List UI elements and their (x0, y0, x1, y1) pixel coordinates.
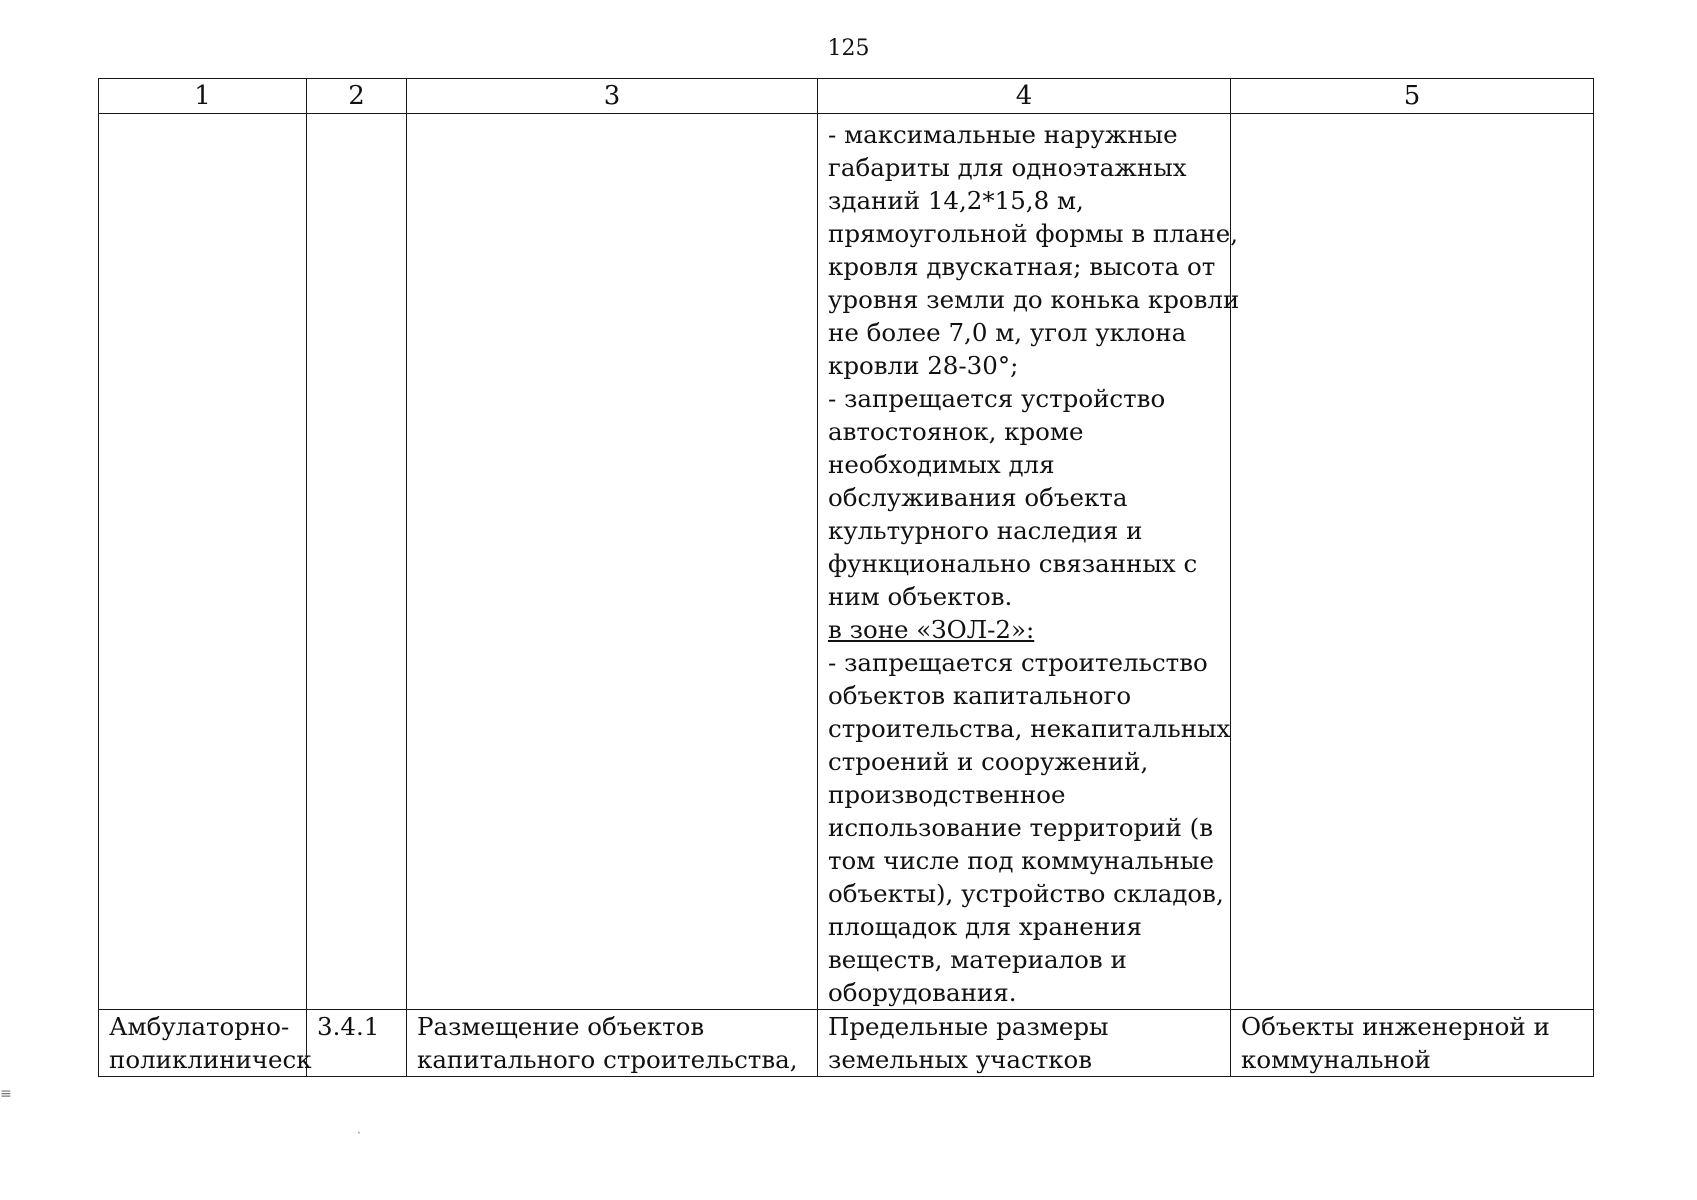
header-cell-3: 3 (407, 79, 818, 114)
header-cell-2: 2 (307, 79, 407, 114)
text-line: - запрещается строительство (828, 648, 1208, 677)
cell-use-type (99, 1010, 312, 1077)
text-line: культурного наследия и (828, 516, 1143, 545)
table-row-continued (99, 114, 1594, 1010)
text-line: уровня земли до конька кровли (828, 285, 1240, 314)
header-row (99, 79, 1594, 114)
text-line: земельных участков (828, 1045, 1093, 1074)
text-line: габариты для одноэтажных (828, 153, 1187, 182)
text-line: объекты), устройство складов, (828, 879, 1224, 908)
text-line: автостоянок, кроме (828, 417, 1084, 446)
text-line: коммунальной (1241, 1045, 1431, 1074)
text-line: Предельные размеры (828, 1012, 1109, 1041)
text-line: веществ, материалов и (828, 945, 1127, 974)
table-row (99, 1010, 1594, 1077)
cell-description (407, 114, 818, 1010)
text-line: - запрещается устройство (828, 384, 1166, 413)
text-line: Размещение объектов (417, 1012, 705, 1041)
text-line: необходимых для (828, 450, 1055, 479)
zone-heading: в зоне «ЗОЛ-2»: (828, 615, 1035, 644)
cell-parameters (818, 114, 1240, 1010)
text-line: производственное (828, 780, 1066, 809)
use-code: 3.4.1 (317, 1012, 380, 1041)
text-line: использование территорий (в (828, 813, 1214, 842)
cell-use-type (99, 114, 307, 1010)
text-line: объектов капитального (828, 681, 1132, 710)
header-cell-4: 4 (818, 79, 1231, 114)
scan-artifact: ≡ (0, 1086, 12, 1102)
text-line: зданий 14,2*15,8 м, (828, 186, 1084, 215)
text-line: функционально связанных с (828, 549, 1198, 578)
text-line: не более 7,0 м, угол уклона (828, 318, 1187, 347)
text-line: Амбулаторно- (109, 1012, 290, 1041)
text-line: строительства, некапитальных (828, 714, 1231, 743)
text-line: том числе под коммунальные (828, 846, 1214, 875)
regulations-table (98, 78, 1594, 1077)
text-line: ним объектов. (828, 582, 1013, 611)
cell-parameters (818, 1010, 1231, 1077)
cell-code (307, 1010, 407, 1077)
text-line: капитального строительства, (417, 1045, 798, 1074)
scan-artifact: · (357, 1126, 361, 1140)
text-line: строений и сооружений, (828, 747, 1149, 776)
cell-code (307, 114, 407, 1010)
cell-auxiliary-objects (1231, 114, 1594, 1010)
page-number: 125 (827, 36, 870, 61)
text-line: кровли 28-30°; (828, 351, 1019, 380)
cell-description (407, 1010, 818, 1077)
text-line: оборудования. (828, 978, 1017, 1007)
text-line: прямоугольной формы в плане, (828, 219, 1239, 248)
text-line: кровля двускатная; высота от (828, 252, 1216, 281)
text-line: площадок для хранения (828, 912, 1142, 941)
text-line: поликлиническ (109, 1045, 312, 1074)
text-line: обслуживания объекта (828, 483, 1128, 512)
text-line: - максимальные наружные (828, 120, 1178, 149)
cell-auxiliary-objects (1231, 1010, 1594, 1077)
header-cell-5: 5 (1231, 79, 1594, 114)
header-cell-1: 1 (99, 79, 307, 114)
text-line: Объекты инженерной и (1241, 1012, 1550, 1041)
